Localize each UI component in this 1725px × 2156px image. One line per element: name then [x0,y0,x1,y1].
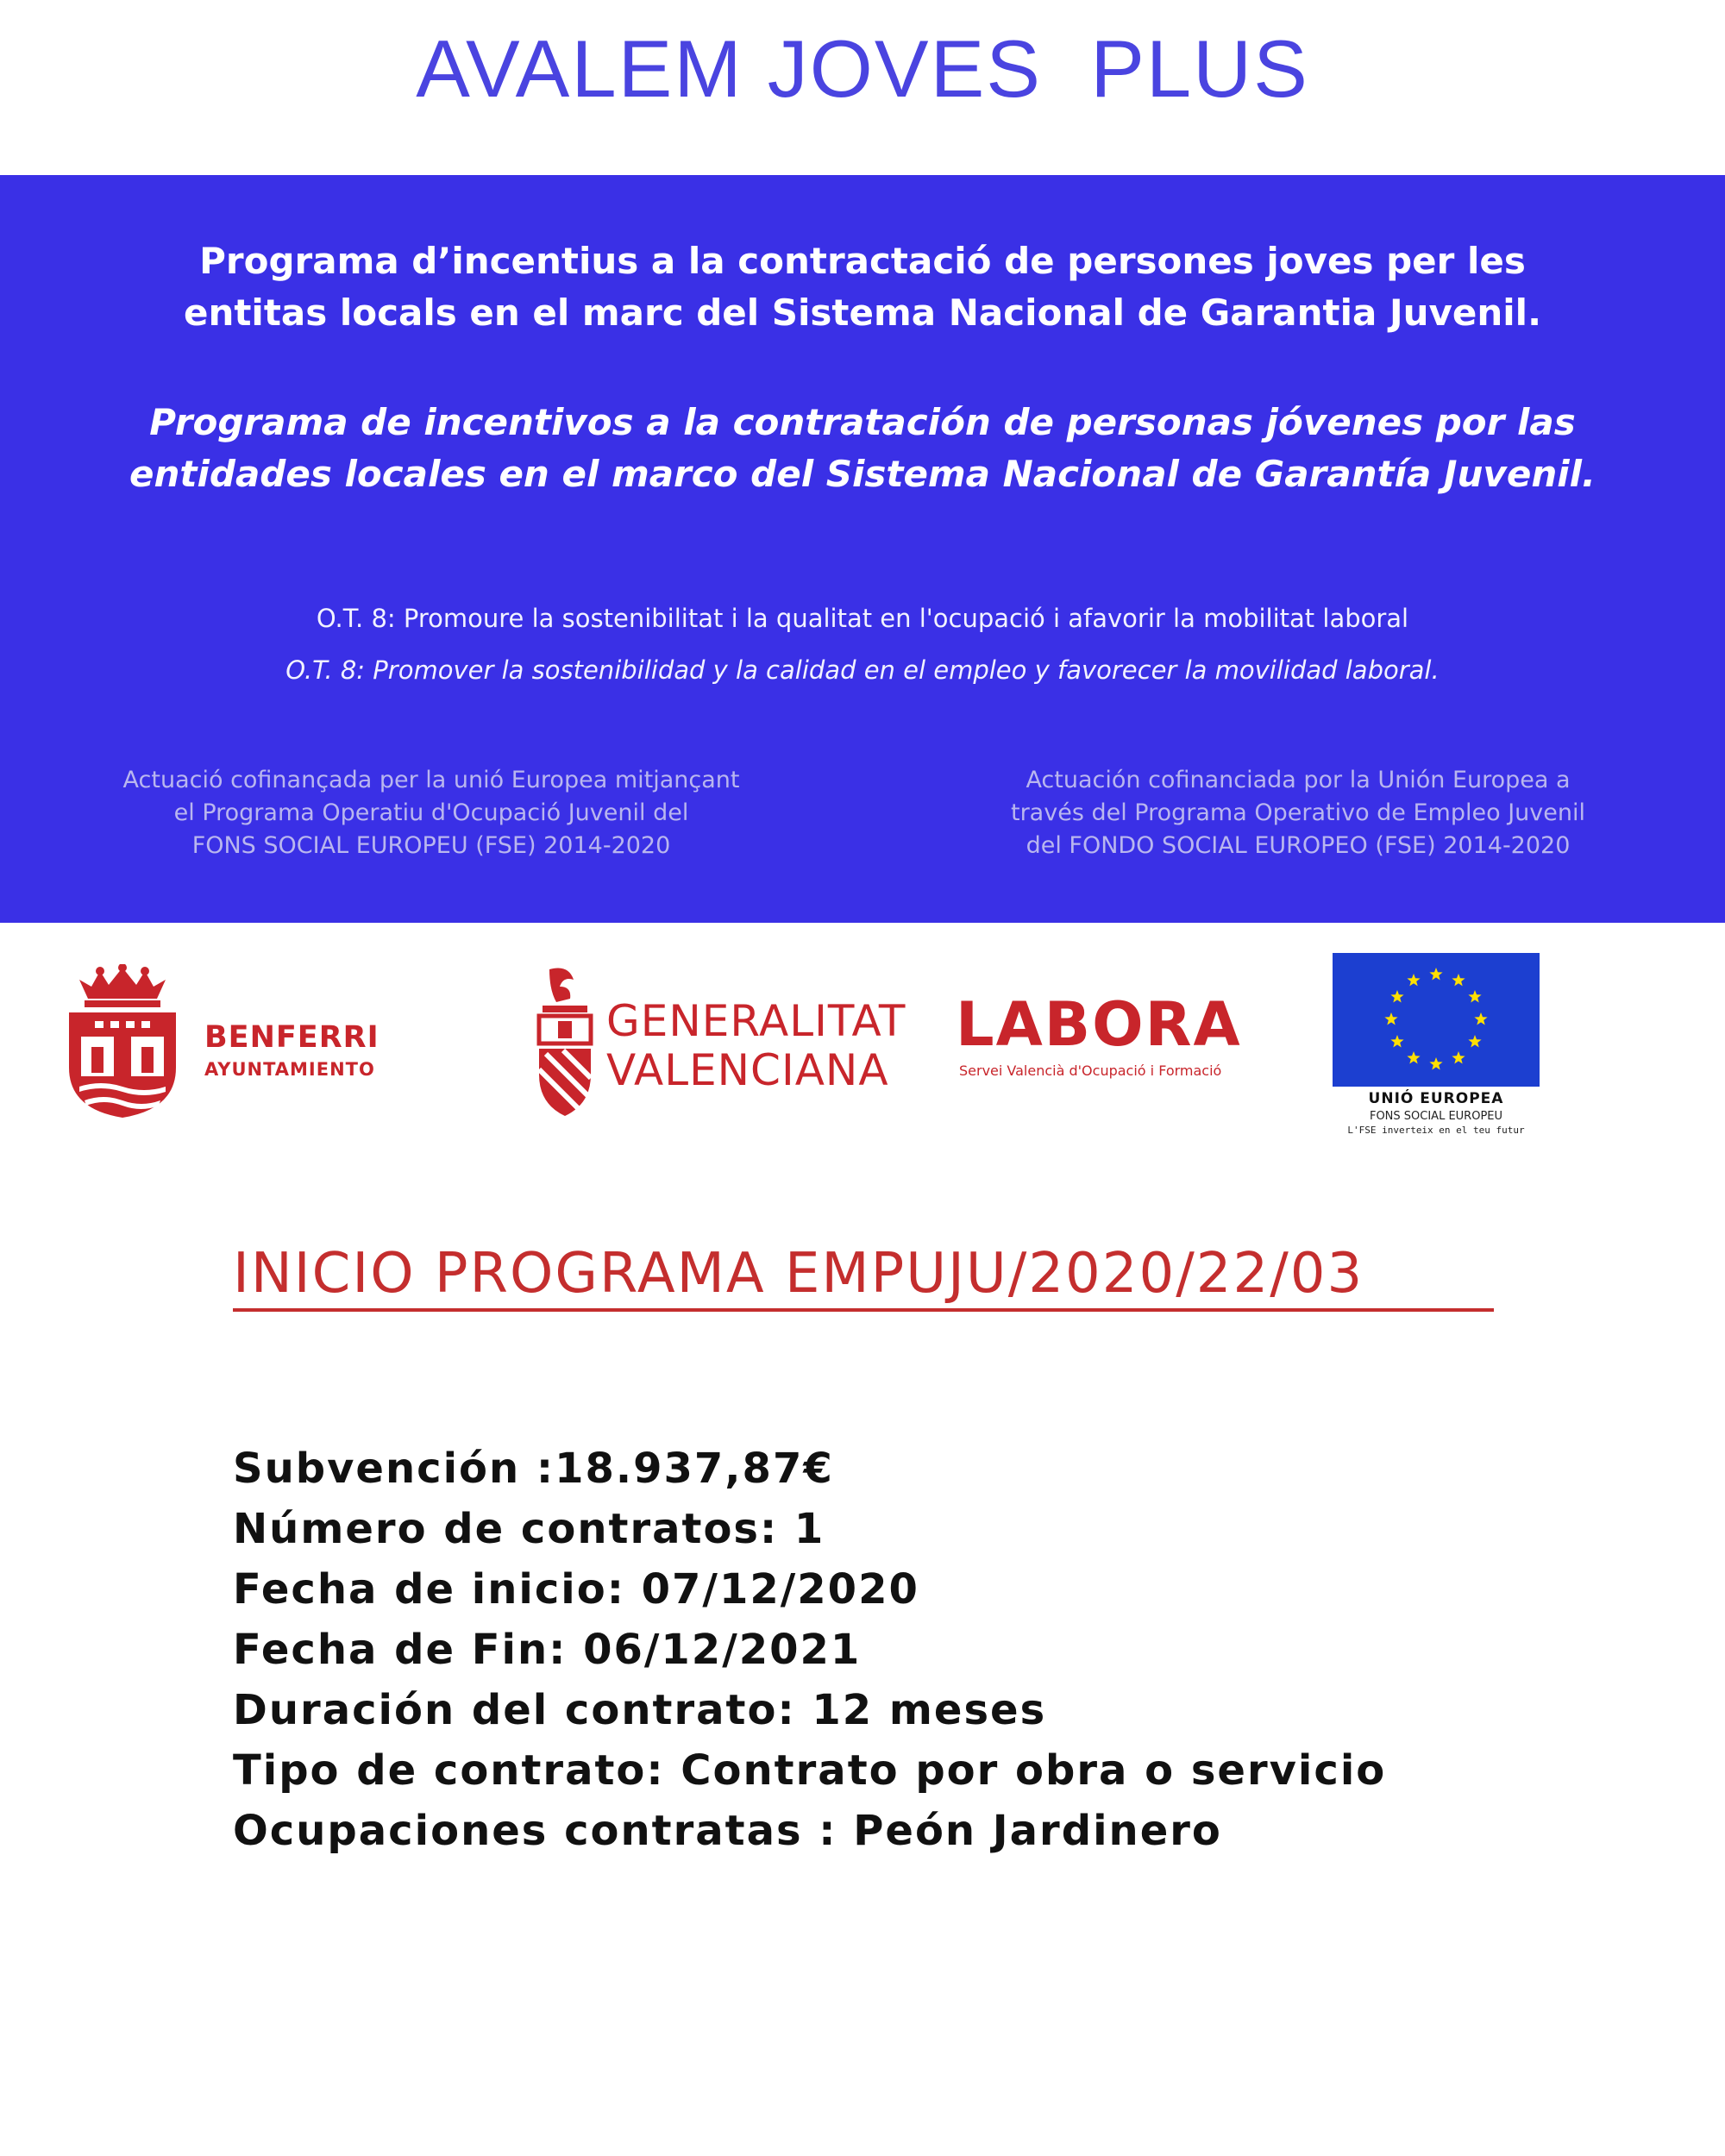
cofinance-valencian-1: Actuació cofinançada per la unió Europea mitjançant [122,767,740,793]
eu-fund-name: FONS SOCIAL EUROPEU [1369,1110,1503,1123]
banner-objective-valencian: O.T. 8: Promoure la sostenibilitat i la qualitat en l'ocupació i afavorir la mobilitat laboral [316,604,1409,633]
banner-valencian-line-2: entitas locals en el marc del Sistema Nacional de Garantia Juvenil. [183,291,1542,334]
program-banner [0,175,1725,923]
cofinance-valencian-2: el Programa Operatiu d'Ocupació Juvenil del [173,799,689,826]
eu-flag-icon [1333,953,1540,1087]
benferri-name: BENFERRI [204,1020,380,1055]
benferri-coat-of-arms-icon [62,964,183,1119]
benferri-subtitle: AYUNTAMIENTO [204,1059,375,1080]
detail-numero-contratos: Número de contratos: 1 [233,1505,825,1553]
cofinance-valencian-3: FONS SOCIAL EUROPEU (FSE) 2014-2020 [191,832,671,859]
generalitat-emblem-icon [530,964,599,1119]
detail-subvencion: Subvención :18.937,87€ [233,1445,834,1493]
labora-name: LABORA [956,989,1242,1060]
cofinance-spanish-1: Actuación cofinanciada por la Unión Europea a [1026,767,1571,793]
detail-duracion: Duración del contrato: 12 meses [233,1686,1047,1734]
cofinance-spanish-2: través del Programa Operativo de Empleo Juvenil [1011,799,1585,826]
detail-tipo-contrato: Tipo de contrato: Contrato por obra o servicio [233,1746,1387,1795]
detail-ocupaciones: Ocupaciones contratas : Peón Jardinero [233,1807,1222,1855]
banner-spanish-line-1: Programa de incentivos a la contratación de personas jóvenes por las [149,401,1576,443]
program-title-underline [233,1308,1494,1312]
eu-slogan: L'FSE inverteix en el teu futur [1347,1125,1525,1136]
labora-subtitle: Servei Valencià d'Ocupació i Formació [959,1062,1222,1079]
banner-objective-spanish: O.T. 8: Promover la sostenibilidad y la calidad en el empleo y favorecer la movilidad laboral. [285,655,1440,685]
cofinance-spanish-3: del FONDO SOCIAL EUROPEO (FSE) 2014-2020 [1026,832,1571,859]
generalitat-name-line-1: GENERALITAT [606,996,906,1046]
program-title: INICIO PROGRAMA EMPUJU/2020/22/03 [233,1242,1364,1306]
banner-spanish-line-2: entidades locales en el marco del Sistema Nacional de Garantía Juvenil. [129,453,1596,495]
detail-fecha-inicio: Fecha de inicio: 07/12/2020 [233,1565,919,1614]
page-title: AVALEM JOVES PLUS [416,23,1309,114]
eu-name: UNIÓ EUROPEA [1368,1090,1504,1107]
generalitat-name-line-2: VALENCIANA [606,1045,889,1095]
banner-valencian-line-1: Programa d’incentius a la contractació de persones joves per les [199,240,1526,282]
detail-fecha-fin: Fecha de Fin: 06/12/2021 [233,1626,862,1674]
program-details [233,1438,1386,1861]
